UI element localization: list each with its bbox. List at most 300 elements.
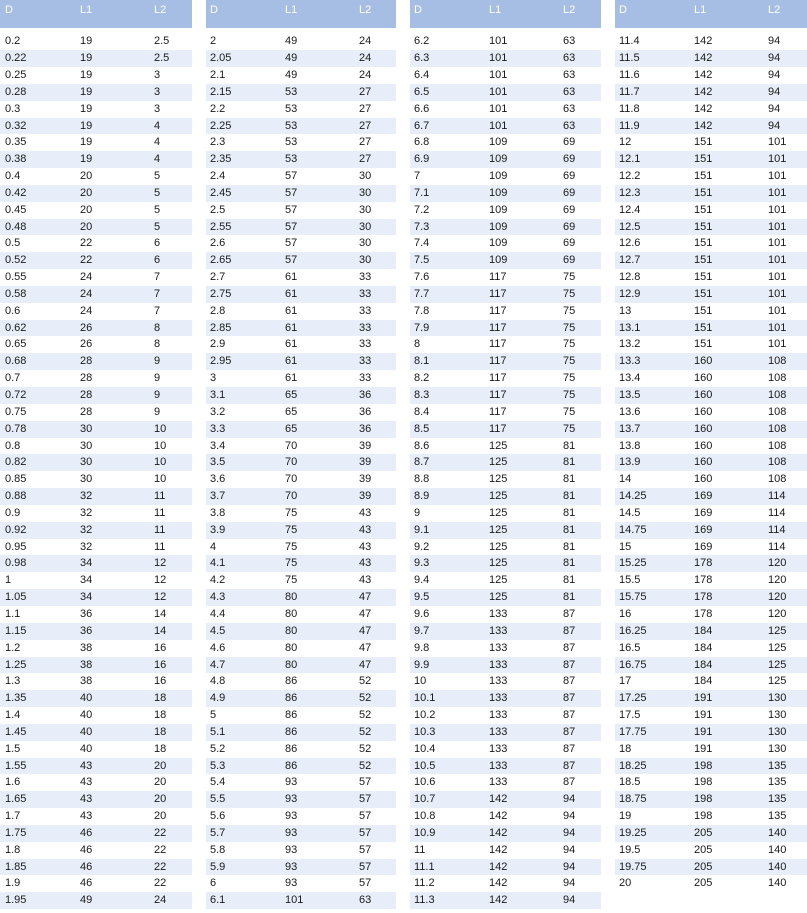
cell-l2: 30 (359, 186, 372, 199)
table-header (410, 0, 601, 28)
table-row (615, 269, 807, 286)
cell-d: 4 (210, 540, 217, 553)
cell-l2: 135 (768, 793, 787, 806)
cell-d: 0.25 (5, 68, 27, 81)
cell-l2: 63 (563, 102, 576, 115)
cell-l2: 33 (359, 304, 372, 317)
cell-l1: 34 (80, 574, 93, 587)
cell-l1: 133 (489, 607, 508, 620)
cell-l2: 101 (768, 170, 787, 183)
cell-l2: 81 (563, 490, 576, 503)
cell-d: 12 (619, 136, 632, 149)
cell-l2: 81 (563, 473, 576, 486)
table-row (410, 825, 601, 842)
cell-l2: 63 (563, 85, 576, 98)
cell-d: 14 (619, 473, 632, 486)
cell-d: 12.1 (619, 153, 641, 166)
cell-l2: 57 (359, 826, 372, 839)
cell-l1: 109 (489, 220, 508, 233)
cell-l2: 47 (359, 607, 372, 620)
cell-l2: 75 (563, 321, 576, 334)
cell-d: 2.35 (210, 153, 232, 166)
cell-l2: 120 (768, 591, 787, 604)
cell-l2: 69 (563, 203, 576, 216)
cell-d: 1.75 (5, 826, 27, 839)
cell-d: 0.38 (5, 153, 27, 166)
cell-l2: 18 (154, 692, 167, 705)
table-row (0, 286, 192, 303)
cell-d: 9.9 (414, 658, 430, 671)
table-row (410, 320, 601, 337)
table-row (206, 859, 396, 876)
cell-l1: 142 (694, 119, 713, 132)
cell-l1: 38 (80, 641, 93, 654)
cell-d: 1.2 (5, 641, 21, 654)
data-table-3 (410, 0, 601, 913)
cell-d: 6.9 (414, 153, 430, 166)
cell-l2: 108 (768, 439, 787, 452)
cell-d: 0.55 (5, 271, 27, 284)
cell-d: 6.8 (414, 136, 430, 149)
cell-l2: 101 (768, 287, 787, 300)
cell-l2: 57 (359, 810, 372, 823)
cell-l1: 101 (489, 35, 508, 48)
table-row (410, 202, 601, 219)
cell-d: 13.7 (619, 422, 641, 435)
cell-d: 15.25 (619, 557, 647, 570)
cell-l1: 20 (80, 220, 93, 233)
cell-l2: 24 (154, 894, 167, 907)
cell-d: 16 (619, 607, 632, 620)
cell-l1: 117 (489, 405, 507, 418)
table-row (206, 101, 396, 118)
cell-l2: 108 (768, 473, 787, 486)
cell-l2: 125 (768, 675, 787, 688)
cell-l2: 108 (768, 422, 787, 435)
cell-l1: 86 (285, 742, 298, 755)
table-row (206, 134, 396, 151)
cell-l2: 114 (768, 506, 786, 519)
cell-d: 1.1 (5, 607, 21, 620)
header-l1: L1 (489, 4, 502, 16)
cell-l1: 46 (80, 877, 93, 890)
table-row (206, 707, 396, 724)
table-row (615, 421, 807, 438)
cell-l2: 39 (359, 456, 372, 469)
cell-d: 11.7 (619, 85, 640, 98)
cell-l2: 11 (154, 490, 166, 503)
cell-l1: 70 (285, 473, 298, 486)
cell-l1: 20 (80, 186, 93, 199)
cell-l2: 140 (768, 877, 787, 890)
cell-l2: 5 (154, 220, 161, 233)
cell-l2: 94 (563, 860, 576, 873)
table-row (410, 555, 601, 572)
cell-l2: 94 (768, 68, 781, 81)
cell-l2: 63 (563, 35, 576, 48)
cell-l1: 160 (694, 405, 713, 418)
table-row (410, 791, 601, 808)
cell-l2: 57 (359, 793, 372, 806)
cell-l1: 80 (285, 591, 298, 604)
cell-l2: 18 (154, 709, 167, 722)
cell-d: 0.85 (5, 473, 27, 486)
cell-l1: 34 (80, 591, 93, 604)
cell-l2: 11 (154, 540, 166, 553)
cell-l2: 14 (154, 624, 167, 637)
table-row (410, 640, 601, 657)
cell-l1: 142 (489, 793, 508, 806)
table-row (0, 151, 192, 168)
cell-d: 0.58 (5, 287, 27, 300)
cell-d: 11.8 (619, 102, 640, 115)
cell-l1: 86 (285, 709, 298, 722)
table-row (410, 185, 601, 202)
cell-l1: 191 (694, 709, 713, 722)
cell-l1: 28 (80, 389, 93, 402)
cell-l2: 2.5 (154, 52, 170, 65)
cell-l2: 108 (768, 405, 787, 418)
cell-l1: 109 (489, 254, 508, 267)
table-row (206, 539, 396, 556)
cell-l2: 24 (359, 52, 372, 65)
cell-l1: 169 (694, 540, 713, 553)
cell-d: 6.2 (414, 35, 430, 48)
cell-l2: 43 (359, 540, 372, 553)
table-row (206, 286, 396, 303)
cell-l2: 5 (154, 203, 161, 216)
cell-d: 13.1 (619, 321, 641, 334)
cell-l1: 53 (285, 136, 298, 149)
cell-d: 11.1 (414, 860, 435, 873)
table-row (615, 286, 807, 303)
cell-l1: 178 (694, 591, 713, 604)
table-row (206, 33, 396, 50)
table-row (0, 438, 192, 455)
cell-l2: 22 (154, 843, 167, 856)
cell-d: 0.52 (5, 254, 27, 267)
cell-l2: 7 (154, 271, 161, 284)
cell-l1: 19 (80, 85, 93, 98)
cell-l2: 43 (359, 523, 372, 536)
table-row (410, 690, 601, 707)
cell-l1: 57 (285, 254, 298, 267)
cell-l2: 10 (154, 422, 167, 435)
cell-l2: 114 (768, 523, 786, 536)
cell-d: 4.5 (210, 624, 226, 637)
cell-d: 3.7 (210, 490, 226, 503)
table-row (615, 219, 807, 236)
cell-d: 9.6 (414, 607, 430, 620)
table-row (0, 758, 192, 775)
cell-l2: 130 (768, 742, 787, 755)
cell-l1: 32 (80, 540, 93, 553)
table-row (206, 572, 396, 589)
cell-l1: 109 (489, 237, 508, 250)
table-row (0, 741, 192, 758)
cell-l2: 94 (563, 810, 576, 823)
table-row (0, 875, 192, 892)
cell-l2: 140 (768, 826, 787, 839)
table-row (410, 623, 601, 640)
table-row (206, 791, 396, 808)
table-row (206, 758, 396, 775)
table-row (615, 320, 807, 337)
cell-d: 2.15 (210, 85, 232, 98)
cell-l2: 12 (154, 591, 167, 604)
table-row (0, 421, 192, 438)
cell-l2: 18 (154, 725, 167, 738)
header-d: D (414, 4, 422, 16)
cell-d: 11.3 (414, 894, 435, 907)
cell-d: 0.9 (5, 506, 21, 519)
cell-d: 9.1 (414, 523, 430, 536)
cell-l2: 87 (563, 759, 576, 772)
table-row (206, 185, 396, 202)
cell-l1: 49 (80, 894, 93, 907)
cell-l2: 69 (563, 186, 576, 199)
cell-d: 0.5 (5, 237, 21, 250)
cell-d: 3.5 (210, 456, 226, 469)
table-row (615, 438, 807, 455)
table-row (206, 50, 396, 67)
table-row (615, 387, 807, 404)
cell-d: 2.5 (210, 203, 226, 216)
cell-l2: 22 (154, 826, 167, 839)
cell-l2: 6 (154, 254, 161, 267)
cell-l1: 125 (489, 557, 508, 570)
cell-l1: 24 (80, 304, 93, 317)
cell-l2: 125 (768, 658, 787, 671)
cell-d: 1.5 (5, 742, 21, 755)
cell-l1: 125 (489, 574, 508, 587)
cell-l1: 20 (80, 170, 93, 183)
cell-d: 0.95 (5, 540, 27, 553)
cell-l1: 125 (489, 456, 508, 469)
cell-l1: 93 (285, 826, 298, 839)
cell-l2: 94 (563, 894, 576, 907)
cell-l1: 32 (80, 523, 93, 536)
cell-d: 5.4 (210, 776, 226, 789)
cell-l2: 69 (563, 220, 576, 233)
cell-l2: 94 (768, 102, 781, 115)
cell-l1: 40 (80, 709, 93, 722)
cell-l1: 46 (80, 826, 93, 839)
table-row (410, 33, 601, 50)
cell-l2: 39 (359, 490, 372, 503)
cell-d: 7.4 (414, 237, 430, 250)
table-row (410, 50, 601, 67)
cell-d: 2.9 (210, 338, 226, 351)
header-l2: L2 (768, 4, 781, 16)
cell-l2: 9 (154, 389, 161, 402)
cell-l1: 19 (80, 102, 93, 115)
table-row (0, 50, 192, 67)
cell-l2: 81 (563, 506, 576, 519)
table-row (615, 353, 807, 370)
cell-l1: 169 (694, 523, 713, 536)
cell-l1: 133 (489, 742, 508, 755)
table-row (0, 791, 192, 808)
cell-d: 2.1 (210, 68, 226, 81)
cell-d: 6.7 (414, 119, 430, 132)
cell-l2: 81 (563, 591, 576, 604)
table-row (615, 303, 807, 320)
cell-d: 8.5 (414, 422, 430, 435)
cell-l1: 19 (80, 153, 93, 166)
cell-d: 13.8 (619, 439, 641, 452)
table-row (410, 421, 601, 438)
cell-l1: 160 (694, 456, 713, 469)
cell-d: 2.85 (210, 321, 232, 334)
cell-l2: 75 (563, 355, 576, 368)
table-row (0, 892, 192, 909)
cell-d: 14.75 (619, 523, 647, 536)
table-row (0, 623, 192, 640)
cell-d: 12.9 (619, 287, 641, 300)
cell-l2: 33 (359, 271, 372, 284)
cell-l2: 11 (154, 523, 166, 536)
table-row (206, 67, 396, 84)
cell-l2: 101 (768, 186, 787, 199)
cell-d: 2.25 (210, 119, 232, 132)
table-row (206, 640, 396, 657)
cell-d: 8 (414, 338, 421, 351)
cell-l2: 5 (154, 186, 161, 199)
cell-l1: 61 (285, 338, 298, 351)
table-row (0, 555, 192, 572)
cell-l1: 80 (285, 641, 298, 654)
cell-l1: 117 (489, 355, 507, 368)
cell-l2: 130 (768, 692, 787, 705)
table-row (615, 825, 807, 842)
cell-d: 15.5 (619, 574, 641, 587)
cell-l2: 27 (359, 153, 372, 166)
header-l2: L2 (154, 4, 167, 16)
cell-l1: 142 (489, 860, 508, 873)
cell-l1: 101 (489, 52, 508, 65)
cell-l2: 94 (563, 826, 576, 839)
cell-l1: 151 (694, 186, 713, 199)
cell-l2: 43 (359, 574, 372, 587)
cell-l2: 57 (359, 860, 372, 873)
cell-l1: 205 (694, 860, 713, 873)
table-row (410, 471, 601, 488)
cell-l2: 87 (563, 742, 576, 755)
table-row (206, 387, 396, 404)
table-body (0, 33, 192, 909)
cell-l2: 10 (154, 456, 167, 469)
table-row (0, 842, 192, 859)
table-row (615, 252, 807, 269)
cell-l1: 19 (80, 35, 93, 48)
cell-d: 6.6 (414, 102, 430, 115)
cell-l2: 30 (359, 170, 372, 183)
cell-l1: 125 (489, 439, 508, 452)
cell-l1: 26 (80, 321, 93, 334)
cell-l2: 101 (768, 338, 787, 351)
cell-d: 4.3 (210, 591, 226, 604)
cell-d: 0.45 (5, 203, 27, 216)
data-table-4 (615, 0, 807, 913)
cell-d: 8.9 (414, 490, 430, 503)
cell-d: 12.6 (619, 237, 641, 250)
cell-d: 0.88 (5, 490, 27, 503)
table-row (410, 724, 601, 741)
cell-d: 4.1 (210, 557, 226, 570)
cell-l2: 135 (768, 810, 787, 823)
cell-l2: 94 (768, 119, 781, 132)
cell-l1: 57 (285, 237, 298, 250)
cell-d: 14.25 (619, 490, 647, 503)
cell-l2: 5 (154, 170, 161, 183)
table-row (410, 774, 601, 791)
cell-d: 2.45 (210, 186, 232, 199)
cell-d: 19.75 (619, 860, 647, 873)
table-row (0, 657, 192, 674)
cell-d: 5.7 (210, 826, 226, 839)
table-row (0, 353, 192, 370)
table-row (615, 151, 807, 168)
cell-d: 0.92 (5, 523, 27, 536)
cell-l1: 93 (285, 793, 298, 806)
cell-d: 2.65 (210, 254, 232, 267)
cell-l1: 38 (80, 658, 93, 671)
cell-d: 15.75 (619, 591, 647, 604)
cell-l1: 49 (285, 35, 298, 48)
cell-d: 0.2 (5, 35, 21, 48)
cell-d: 5.8 (210, 843, 226, 856)
cell-l2: 87 (563, 607, 576, 620)
cell-d: 9.7 (414, 624, 430, 637)
table-row (410, 353, 601, 370)
cell-l2: 94 (768, 52, 781, 65)
cell-l1: 28 (80, 405, 93, 418)
cell-l2: 3 (154, 102, 161, 115)
table-row (615, 50, 807, 67)
cell-l1: 65 (285, 389, 298, 402)
table-row (410, 758, 601, 775)
cell-l2: 75 (563, 389, 576, 402)
cell-l2: 75 (563, 287, 576, 300)
table-row (410, 522, 601, 539)
cell-l1: 32 (80, 506, 93, 519)
table-header (615, 0, 807, 28)
cell-d: 12.2 (619, 170, 641, 183)
table-row (410, 370, 601, 387)
cell-l1: 24 (80, 287, 93, 300)
cell-l1: 28 (80, 372, 93, 385)
table-row (0, 606, 192, 623)
cell-d: 1 (5, 574, 12, 587)
cell-d: 13 (619, 304, 632, 317)
cell-d: 12.4 (619, 203, 641, 216)
cell-d: 6.3 (414, 52, 430, 65)
table-row (206, 438, 396, 455)
table-row (206, 488, 396, 505)
table-row (410, 488, 601, 505)
table-row (615, 471, 807, 488)
cell-l1: 184 (694, 641, 713, 654)
cell-l1: 184 (694, 675, 713, 688)
cell-l1: 93 (285, 776, 298, 789)
cell-d: 8.2 (414, 372, 430, 385)
cell-d: 12.3 (619, 186, 641, 199)
cell-l2: 39 (359, 473, 372, 486)
cell-l1: 61 (285, 304, 298, 317)
cell-l2: 94 (563, 877, 576, 890)
cell-d: 0.82 (5, 456, 27, 469)
